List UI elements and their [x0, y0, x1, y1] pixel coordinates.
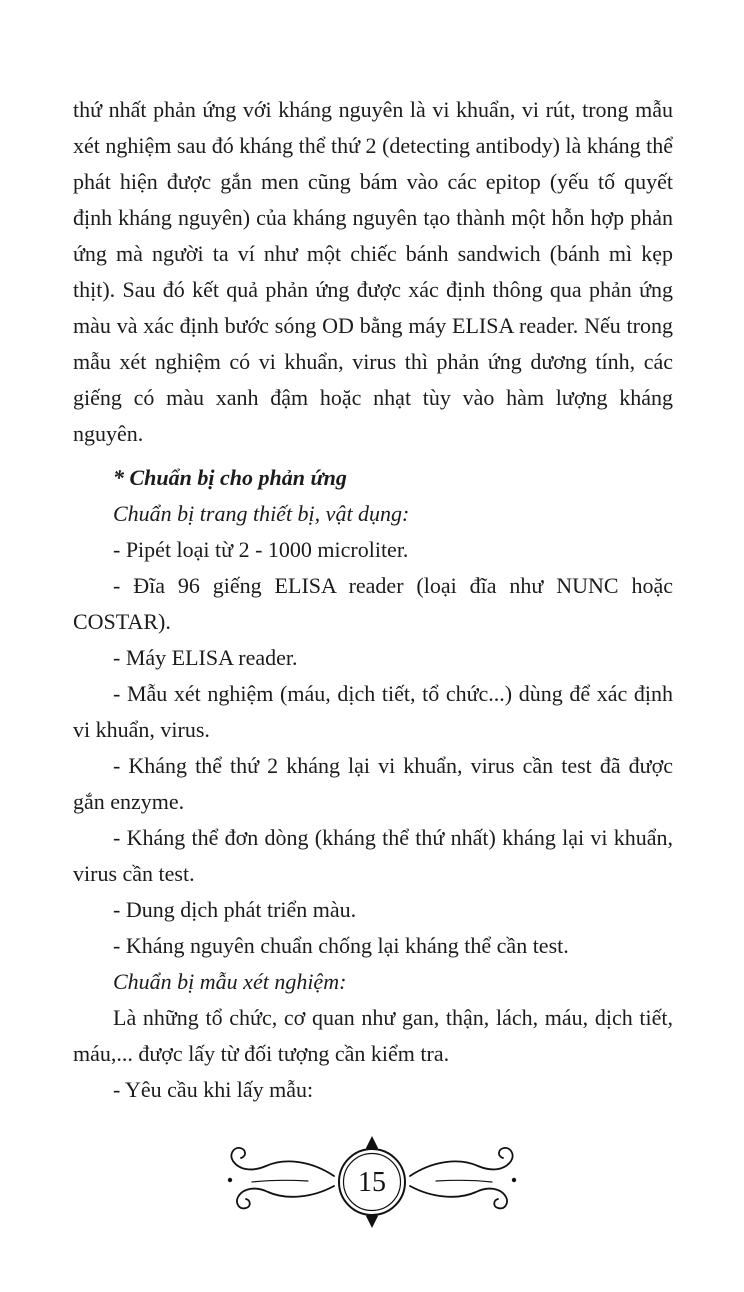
list-item-plate: - Đĩa 96 giếng ELISA reader (loại đĩa như NUNC hoặc COSTAR).	[73, 573, 673, 634]
page-number: 15	[358, 1167, 386, 1198]
list-item-sample: - Mẫu xét nghiệm (máu, dịch tiết, tổ chức...) dùng để xác định vi khuẩn, virus.	[73, 681, 673, 742]
flourish-left-icon	[228, 1148, 334, 1208]
list-item-solution: - Dung dịch phát triển màu.	[113, 897, 357, 922]
subheading-equipment: Chuẩn bị trang thiết bị, vật dụng:	[113, 501, 410, 526]
list-item-antibody2: - Kháng thể thứ 2 kháng lại vi khuẩn, virus cần test đã được gắn enzyme.	[73, 753, 673, 814]
list-item-pipette: - Pipét loại từ 2 - 1000 microliter.	[113, 537, 409, 562]
paragraph-sample-desc: Là những tổ chức, cơ quan như gan, thận, lách, máu, dịch tiết, máu,... được lấy từ đối tượng cần kiểm tra.	[73, 1005, 673, 1066]
list-item-antigen: - Kháng nguyên chuẩn chống lại kháng thể cần test.	[113, 933, 569, 958]
list-item-antibody1: - Kháng thể đơn dòng (kháng thể thứ nhất) kháng lại vi khuẩn, virus cần test.	[73, 825, 673, 886]
paragraph-sample-requirement: - Yêu cầu khi lấy mẫu:	[113, 1077, 314, 1102]
footer-ornament	[212, 1128, 532, 1238]
body-text	[73, 92, 673, 1108]
paragraph-intro: thứ nhất phản ứng với kháng nguyên là vi khuẩn, vi rút, trong mẫu xét nghiệm sau đó kháng thể thứ 2 (detecting antibody) là kháng thể phát hiện được gắn men cũng bám vào các epitop (yếu tố quyết định kháng nguyên) của kháng nguyên tạo thành một hỗn hợp phản ứng mà người ta ví như một chiếc bánh sandwich (bánh mì kẹp thịt). Sau đó kết quả phản ứng được xác định thông qua phản ứng màu và xác định bước sóng OD bằng máy ELISA reader. Nếu trong mẫu xét nghiệm có vi khuẩn, virus thì phản ứng dương tính, các giếng có màu xanh đậm hoặc nhạt tùy vào hàm lượng kháng nguyên.	[73, 97, 673, 446]
section-heading-preparation: * Chuẩn bị cho phản ứng	[113, 465, 347, 490]
subheading-sample-prep: Chuẩn bị mẫu xét nghiệm:	[113, 969, 347, 994]
list-item-reader: - Máy ELISA reader.	[113, 645, 298, 670]
flourish-right-icon	[410, 1148, 516, 1208]
